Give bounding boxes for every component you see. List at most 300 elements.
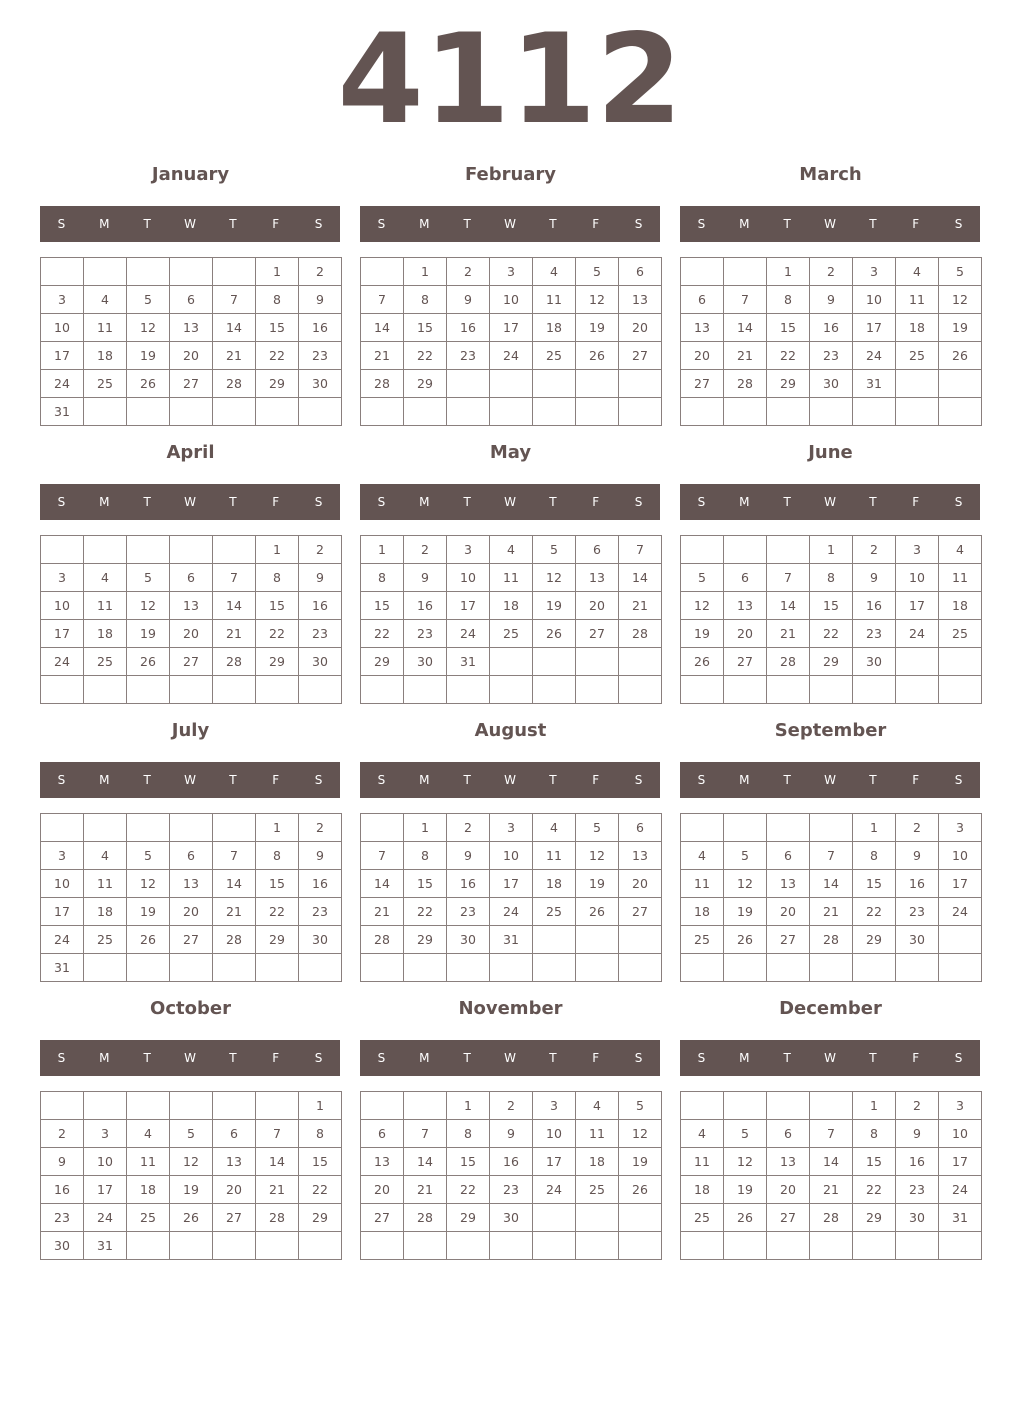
day-cell: 18: [127, 1176, 169, 1203]
weekday-label: S: [634, 217, 643, 231]
day-cell: 13: [767, 870, 809, 897]
weekday-label: T: [143, 1051, 151, 1065]
empty-day-cell: [853, 676, 895, 703]
day-cell: 17: [896, 592, 938, 619]
month-december: [680, 994, 981, 1264]
day-cell: 16: [299, 592, 341, 619]
day-cell: 15: [256, 314, 298, 341]
month-name: August: [474, 720, 547, 741]
weekday-header: [40, 206, 340, 242]
weekday-label: T: [783, 773, 791, 787]
day-grid: [40, 1091, 342, 1260]
empty-day-cell: [533, 1232, 575, 1259]
weekday-label: T: [783, 1051, 791, 1065]
day-cell: 20: [576, 592, 618, 619]
day-cell: 24: [896, 620, 938, 647]
day-cell: 7: [404, 1120, 446, 1147]
day-cell: 9: [299, 842, 341, 869]
day-cell: 14: [213, 592, 255, 619]
month-name: November: [458, 998, 563, 1019]
day-cell: 16: [404, 592, 446, 619]
weekday-header: [680, 762, 980, 798]
empty-day-cell: [361, 1232, 403, 1259]
empty-day-cell: [681, 814, 723, 841]
weekday-label: M: [419, 1051, 430, 1065]
weekday-label: T: [869, 217, 877, 231]
empty-day-cell: [127, 1232, 169, 1259]
day-cell: 13: [213, 1148, 255, 1175]
day-cell: 8: [256, 286, 298, 313]
empty-day-cell: [619, 648, 661, 675]
day-cell: 11: [896, 286, 938, 313]
day-cell: 25: [84, 370, 126, 397]
day-cell: 6: [767, 1120, 809, 1147]
day-cell: 22: [404, 898, 446, 925]
weekday-label: S: [954, 495, 963, 509]
month-name: September: [774, 720, 887, 741]
empty-day-cell: [170, 1232, 212, 1259]
empty-day-cell: [939, 370, 981, 397]
day-cell: 16: [299, 314, 341, 341]
weekday-label: W: [184, 1051, 196, 1065]
day-cell: 10: [533, 1120, 575, 1147]
empty-day-cell: [939, 648, 981, 675]
day-cell: 7: [724, 286, 766, 313]
empty-day-cell: [724, 954, 766, 981]
day-cell: 13: [619, 842, 661, 869]
empty-day-cell: [41, 814, 83, 841]
day-cell: 20: [170, 342, 212, 369]
day-cell: 16: [447, 314, 489, 341]
weekday-header: [360, 484, 660, 520]
empty-day-cell: [533, 370, 575, 397]
day-cell: 7: [767, 564, 809, 591]
weekday-label: T: [549, 1051, 557, 1065]
weekday-label: S: [697, 773, 706, 787]
weekday-label: S: [954, 217, 963, 231]
empty-day-cell: [404, 676, 446, 703]
weekday-label: W: [184, 773, 196, 787]
weekday-label: M: [739, 773, 750, 787]
day-cell: 3: [41, 286, 83, 313]
day-cell: 28: [404, 1204, 446, 1231]
month-name: March: [799, 164, 862, 185]
empty-day-cell: [41, 1092, 83, 1119]
empty-day-cell: [619, 1204, 661, 1231]
day-grid: [40, 813, 342, 982]
empty-day-cell: [84, 814, 126, 841]
weekday-label: W: [504, 1051, 516, 1065]
day-cell: 5: [681, 564, 723, 591]
day-cell: 13: [576, 564, 618, 591]
weekday-label: S: [954, 1051, 963, 1065]
day-cell: 11: [84, 870, 126, 897]
empty-day-cell: [447, 370, 489, 397]
weekday-label: T: [463, 1051, 471, 1065]
empty-day-cell: [576, 1232, 618, 1259]
day-cell: 14: [361, 870, 403, 897]
weekday-label: W: [824, 773, 836, 787]
day-cell: 18: [490, 592, 532, 619]
empty-day-cell: [299, 1232, 341, 1259]
day-cell: 20: [681, 342, 723, 369]
empty-day-cell: [127, 398, 169, 425]
empty-day-cell: [404, 1092, 446, 1119]
day-cell: 9: [810, 286, 852, 313]
day-cell: 23: [41, 1204, 83, 1231]
year-title: 4112: [337, 8, 683, 152]
day-cell: 18: [681, 898, 723, 925]
day-cell: 19: [170, 1176, 212, 1203]
empty-day-cell: [576, 398, 618, 425]
day-cell: 23: [810, 342, 852, 369]
day-cell: 10: [939, 842, 981, 869]
empty-day-cell: [361, 676, 403, 703]
empty-day-cell: [533, 398, 575, 425]
day-cell: 23: [299, 342, 341, 369]
empty-day-cell: [41, 258, 83, 285]
day-cell: 9: [299, 564, 341, 591]
day-cell: 29: [404, 370, 446, 397]
empty-day-cell: [490, 954, 532, 981]
weekday-label: W: [504, 773, 516, 787]
day-cell: 23: [404, 620, 446, 647]
day-cell: 22: [853, 898, 895, 925]
month-name: July: [171, 720, 210, 741]
month-name: December: [779, 998, 882, 1019]
month-august: [360, 716, 661, 986]
empty-day-cell: [619, 954, 661, 981]
day-grid: [680, 257, 982, 426]
day-cell: 21: [361, 342, 403, 369]
day-cell: 23: [299, 898, 341, 925]
day-cell: 31: [490, 926, 532, 953]
empty-day-cell: [490, 648, 532, 675]
empty-day-cell: [490, 676, 532, 703]
day-cell: 12: [724, 870, 766, 897]
day-cell: 2: [896, 1092, 938, 1119]
day-cell: 8: [256, 564, 298, 591]
day-cell: 14: [810, 1148, 852, 1175]
day-cell: 9: [41, 1148, 83, 1175]
weekday-header: [360, 206, 660, 242]
day-cell: 9: [896, 842, 938, 869]
weekday-header: [40, 484, 340, 520]
empty-day-cell: [41, 676, 83, 703]
weekday-label: S: [634, 773, 643, 787]
day-cell: 5: [619, 1092, 661, 1119]
empty-day-cell: [853, 1232, 895, 1259]
day-cell: 29: [299, 1204, 341, 1231]
day-cell: 22: [299, 1176, 341, 1203]
day-cell: 21: [361, 898, 403, 925]
day-cell: 19: [724, 1176, 766, 1203]
empty-day-cell: [810, 814, 852, 841]
empty-day-cell: [681, 258, 723, 285]
day-cell: 3: [490, 258, 532, 285]
day-cell: 25: [681, 926, 723, 953]
weekday-label: S: [377, 217, 386, 231]
day-cell: 18: [939, 592, 981, 619]
day-cell: 13: [170, 314, 212, 341]
day-cell: 11: [681, 1148, 723, 1175]
weekday-label: S: [314, 773, 323, 787]
day-cell: 11: [939, 564, 981, 591]
empty-day-cell: [810, 954, 852, 981]
weekday-label: S: [697, 217, 706, 231]
day-cell: 5: [170, 1120, 212, 1147]
day-grid: [40, 535, 342, 704]
day-cell: 6: [767, 842, 809, 869]
month-october: [40, 994, 341, 1264]
day-cell: 24: [41, 648, 83, 675]
day-cell: 16: [896, 1148, 938, 1175]
empty-day-cell: [170, 676, 212, 703]
day-cell: 15: [256, 870, 298, 897]
day-cell: 17: [939, 870, 981, 897]
day-cell: 31: [84, 1232, 126, 1259]
weekday-label: T: [143, 217, 151, 231]
day-cell: 25: [490, 620, 532, 647]
empty-day-cell: [724, 536, 766, 563]
day-cell: 21: [767, 620, 809, 647]
day-cell: 23: [447, 898, 489, 925]
month-september: [680, 716, 981, 986]
day-cell: 21: [810, 898, 852, 925]
day-cell: 24: [939, 1176, 981, 1203]
day-cell: 4: [533, 814, 575, 841]
empty-day-cell: [767, 536, 809, 563]
day-cell: 8: [404, 286, 446, 313]
weekday-label: S: [377, 773, 386, 787]
day-cell: 6: [170, 564, 212, 591]
empty-day-cell: [767, 954, 809, 981]
empty-day-cell: [170, 398, 212, 425]
day-cell: 3: [447, 536, 489, 563]
day-cell: 3: [853, 258, 895, 285]
weekday-label: S: [697, 1051, 706, 1065]
weekday-label: T: [463, 217, 471, 231]
day-grid: [40, 257, 342, 426]
day-cell: 24: [490, 898, 532, 925]
day-cell: 18: [533, 870, 575, 897]
day-cell: 2: [447, 814, 489, 841]
day-cell: 6: [576, 536, 618, 563]
month-name: April: [166, 442, 215, 463]
weekday-label: S: [954, 773, 963, 787]
day-cell: 3: [939, 1092, 981, 1119]
day-cell: 8: [853, 842, 895, 869]
empty-day-cell: [299, 676, 341, 703]
day-cell: 20: [767, 898, 809, 925]
day-cell: 12: [576, 842, 618, 869]
day-cell: 4: [939, 536, 981, 563]
day-cell: 15: [299, 1148, 341, 1175]
day-cell: 26: [619, 1176, 661, 1203]
day-cell: 16: [41, 1176, 83, 1203]
weekday-header: [40, 1040, 340, 1076]
empty-day-cell: [576, 1204, 618, 1231]
empty-day-cell: [619, 926, 661, 953]
day-cell: 27: [213, 1204, 255, 1231]
day-cell: 31: [41, 954, 83, 981]
empty-day-cell: [299, 398, 341, 425]
day-cell: 6: [724, 564, 766, 591]
empty-day-cell: [213, 1232, 255, 1259]
day-cell: 6: [361, 1120, 403, 1147]
day-cell: 9: [447, 842, 489, 869]
empty-day-cell: [939, 1232, 981, 1259]
day-cell: 23: [447, 342, 489, 369]
day-cell: 6: [213, 1120, 255, 1147]
day-cell: 17: [41, 898, 83, 925]
day-cell: 17: [533, 1148, 575, 1175]
weekday-label: T: [143, 495, 151, 509]
empty-day-cell: [361, 258, 403, 285]
weekday-header: [680, 484, 980, 520]
day-cell: 14: [256, 1148, 298, 1175]
day-cell: 16: [490, 1148, 532, 1175]
day-cell: 3: [939, 814, 981, 841]
day-cell: 3: [41, 564, 83, 591]
weekday-label: F: [272, 773, 280, 787]
day-cell: 22: [767, 342, 809, 369]
day-cell: 2: [299, 258, 341, 285]
empty-day-cell: [84, 676, 126, 703]
day-cell: 1: [447, 1092, 489, 1119]
day-cell: 30: [299, 370, 341, 397]
empty-day-cell: [404, 954, 446, 981]
day-cell: 5: [127, 286, 169, 313]
day-cell: 12: [576, 286, 618, 313]
day-cell: 20: [724, 620, 766, 647]
empty-day-cell: [724, 258, 766, 285]
day-cell: 17: [84, 1176, 126, 1203]
day-cell: 13: [170, 870, 212, 897]
weekday-label: M: [99, 773, 110, 787]
day-cell: 4: [896, 258, 938, 285]
empty-day-cell: [767, 398, 809, 425]
day-cell: 12: [619, 1120, 661, 1147]
day-grid: [360, 1091, 662, 1260]
empty-day-cell: [576, 370, 618, 397]
weekday-label: M: [99, 217, 110, 231]
day-cell: 15: [256, 592, 298, 619]
empty-day-cell: [619, 1232, 661, 1259]
day-cell: 30: [41, 1232, 83, 1259]
day-cell: 19: [619, 1148, 661, 1175]
weekday-label: M: [419, 217, 430, 231]
day-cell: 10: [84, 1148, 126, 1175]
day-cell: 28: [213, 648, 255, 675]
day-cell: 19: [127, 898, 169, 925]
day-cell: 27: [619, 342, 661, 369]
day-cell: 24: [853, 342, 895, 369]
weekday-label: S: [314, 1051, 323, 1065]
empty-day-cell: [810, 676, 852, 703]
day-cell: 24: [447, 620, 489, 647]
day-cell: 1: [256, 258, 298, 285]
day-cell: 8: [404, 842, 446, 869]
day-cell: 5: [939, 258, 981, 285]
day-cell: 14: [810, 870, 852, 897]
weekday-label: F: [592, 773, 600, 787]
day-cell: 10: [896, 564, 938, 591]
weekday-label: F: [592, 217, 600, 231]
day-cell: 29: [853, 926, 895, 953]
day-cell: 7: [213, 286, 255, 313]
day-cell: 31: [853, 370, 895, 397]
day-cell: 9: [896, 1120, 938, 1147]
day-cell: 25: [939, 620, 981, 647]
empty-day-cell: [896, 954, 938, 981]
day-cell: 12: [170, 1148, 212, 1175]
day-cell: 18: [896, 314, 938, 341]
empty-day-cell: [84, 954, 126, 981]
day-cell: 30: [404, 648, 446, 675]
day-cell: 15: [810, 592, 852, 619]
day-cell: 2: [810, 258, 852, 285]
day-cell: 21: [213, 342, 255, 369]
day-cell: 3: [41, 842, 83, 869]
day-cell: 28: [213, 370, 255, 397]
weekday-label: W: [184, 217, 196, 231]
day-cell: 26: [127, 370, 169, 397]
weekday-label: S: [634, 1051, 643, 1065]
day-cell: 26: [127, 926, 169, 953]
day-cell: 6: [619, 258, 661, 285]
weekday-label: F: [912, 217, 920, 231]
day-cell: 8: [810, 564, 852, 591]
empty-day-cell: [490, 1232, 532, 1259]
empty-day-cell: [361, 954, 403, 981]
day-cell: 29: [447, 1204, 489, 1231]
empty-day-cell: [810, 398, 852, 425]
day-cell: 14: [404, 1148, 446, 1175]
day-cell: 29: [256, 648, 298, 675]
weekday-label: T: [463, 773, 471, 787]
day-cell: 15: [853, 870, 895, 897]
day-cell: 10: [939, 1120, 981, 1147]
day-cell: 27: [681, 370, 723, 397]
day-cell: 13: [724, 592, 766, 619]
empty-day-cell: [213, 536, 255, 563]
day-cell: 8: [361, 564, 403, 591]
day-cell: 11: [533, 286, 575, 313]
weekday-header: [680, 1040, 980, 1076]
day-cell: 29: [256, 926, 298, 953]
weekday-label: M: [99, 1051, 110, 1065]
empty-day-cell: [84, 258, 126, 285]
empty-day-cell: [41, 536, 83, 563]
day-cell: 24: [939, 898, 981, 925]
weekday-header: [680, 206, 980, 242]
empty-day-cell: [256, 1092, 298, 1119]
empty-day-cell: [576, 648, 618, 675]
empty-day-cell: [896, 398, 938, 425]
day-cell: 11: [681, 870, 723, 897]
month-name: January: [151, 164, 230, 185]
day-cell: 1: [256, 814, 298, 841]
empty-day-cell: [490, 370, 532, 397]
day-cell: 19: [576, 314, 618, 341]
weekday-label: W: [504, 217, 516, 231]
day-cell: 24: [84, 1204, 126, 1231]
empty-day-cell: [533, 648, 575, 675]
day-cell: 22: [256, 342, 298, 369]
day-cell: 20: [213, 1176, 255, 1203]
day-cell: 25: [576, 1176, 618, 1203]
